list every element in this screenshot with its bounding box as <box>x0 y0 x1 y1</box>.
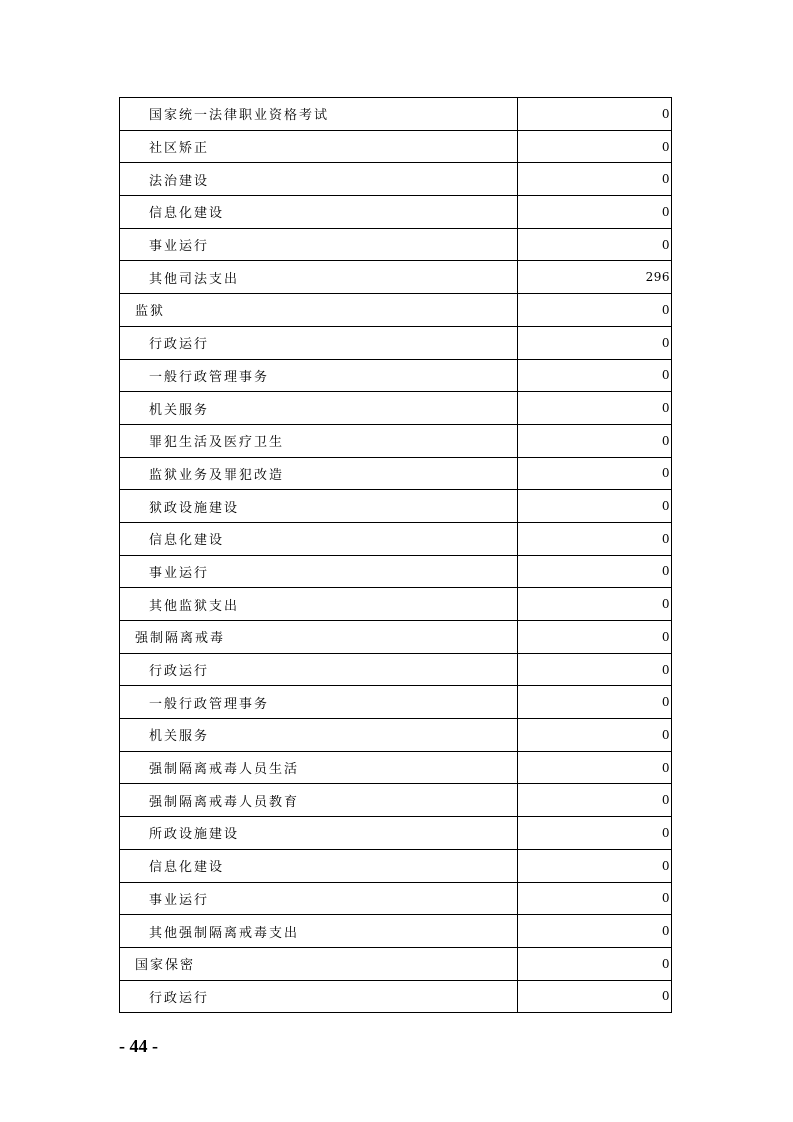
item-name-cell: 强制隔离戒毒 <box>120 621 518 654</box>
table-row <box>120 228 672 261</box>
table-row <box>120 196 672 229</box>
item-value-cell: 0 <box>518 326 672 359</box>
table-row <box>120 882 672 915</box>
table-row <box>120 98 672 131</box>
table-row <box>120 261 672 294</box>
table-row <box>120 294 672 327</box>
item-value-cell: 0 <box>518 424 672 457</box>
table-row <box>120 719 672 752</box>
item-name-cell: 国家保密 <box>120 947 518 980</box>
item-name-cell: 其他司法支出 <box>120 261 518 294</box>
item-name-cell: 罪犯生活及医疗卫生 <box>120 424 518 457</box>
item-value-cell: 0 <box>518 751 672 784</box>
item-name-cell: 事业运行 <box>120 228 518 261</box>
item-value-cell: 0 <box>518 947 672 980</box>
item-name-cell: 国家统一法律职业资格考试 <box>120 98 518 131</box>
item-value-cell: 0 <box>518 849 672 882</box>
item-name-cell: 监狱业务及罪犯改造 <box>120 457 518 490</box>
table-row <box>120 980 672 1013</box>
item-name-cell: 机关服务 <box>120 392 518 425</box>
table-row <box>120 326 672 359</box>
item-name-cell: 其他强制隔离戒毒支出 <box>120 915 518 948</box>
item-name-cell: 机关服务 <box>120 719 518 752</box>
item-value-cell: 0 <box>518 719 672 752</box>
item-value-cell: 0 <box>518 686 672 719</box>
item-name-cell: 监狱 <box>120 294 518 327</box>
item-value-cell: 0 <box>518 98 672 131</box>
item-name-cell: 其他监狱支出 <box>120 588 518 621</box>
item-value-cell: 0 <box>518 915 672 948</box>
table-row <box>120 130 672 163</box>
table-body <box>120 98 672 1013</box>
item-name-cell: 事业运行 <box>120 882 518 915</box>
item-value-cell: 0 <box>518 228 672 261</box>
item-value-cell: 0 <box>518 653 672 686</box>
table-row <box>120 424 672 457</box>
page-number: - 44 - <box>119 1036 158 1056</box>
table-row <box>120 555 672 588</box>
item-value-cell: 0 <box>518 359 672 392</box>
item-value-cell: 0 <box>518 490 672 523</box>
item-value-cell: 0 <box>518 621 672 654</box>
table-row <box>120 588 672 621</box>
item-value-cell: 0 <box>518 980 672 1013</box>
item-name-cell: 强制隔离戒毒人员生活 <box>120 751 518 784</box>
item-value-cell: 0 <box>518 817 672 850</box>
table-row <box>120 817 672 850</box>
table-row <box>120 751 672 784</box>
item-name-cell: 强制隔离戒毒人员教育 <box>120 784 518 817</box>
item-name-cell: 一般行政管理事务 <box>120 359 518 392</box>
item-value-cell: 0 <box>518 784 672 817</box>
item-name-cell: 社区矫正 <box>120 130 518 163</box>
item-name-cell: 法治建设 <box>120 163 518 196</box>
budget-table <box>119 97 672 1013</box>
item-value-cell: 0 <box>518 555 672 588</box>
item-name-cell: 行政运行 <box>120 326 518 359</box>
table-row <box>120 457 672 490</box>
table-row <box>120 621 672 654</box>
item-value-cell: 0 <box>518 294 672 327</box>
item-value-cell: 0 <box>518 163 672 196</box>
table-row <box>120 915 672 948</box>
item-name-cell: 信息化建设 <box>120 849 518 882</box>
item-value-cell: 296 <box>518 261 672 294</box>
table-row <box>120 849 672 882</box>
item-name-cell: 信息化建设 <box>120 196 518 229</box>
table-row <box>120 653 672 686</box>
table-row <box>120 784 672 817</box>
item-name-cell: 所政设施建设 <box>120 817 518 850</box>
item-name-cell: 狱政设施建设 <box>120 490 518 523</box>
item-name-cell: 一般行政管理事务 <box>120 686 518 719</box>
item-name-cell: 事业运行 <box>120 555 518 588</box>
item-value-cell: 0 <box>518 457 672 490</box>
item-value-cell: 0 <box>518 392 672 425</box>
table-row <box>120 522 672 555</box>
item-name-cell: 行政运行 <box>120 653 518 686</box>
item-value-cell: 0 <box>518 196 672 229</box>
table-row <box>120 686 672 719</box>
table-row <box>120 947 672 980</box>
item-value-cell: 0 <box>518 130 672 163</box>
item-value-cell: 0 <box>518 522 672 555</box>
table-row <box>120 392 672 425</box>
table-row <box>120 359 672 392</box>
table-row <box>120 163 672 196</box>
item-name-cell: 行政运行 <box>120 980 518 1013</box>
item-value-cell: 0 <box>518 588 672 621</box>
item-value-cell: 0 <box>518 882 672 915</box>
item-name-cell: 信息化建设 <box>120 522 518 555</box>
table-row <box>120 490 672 523</box>
